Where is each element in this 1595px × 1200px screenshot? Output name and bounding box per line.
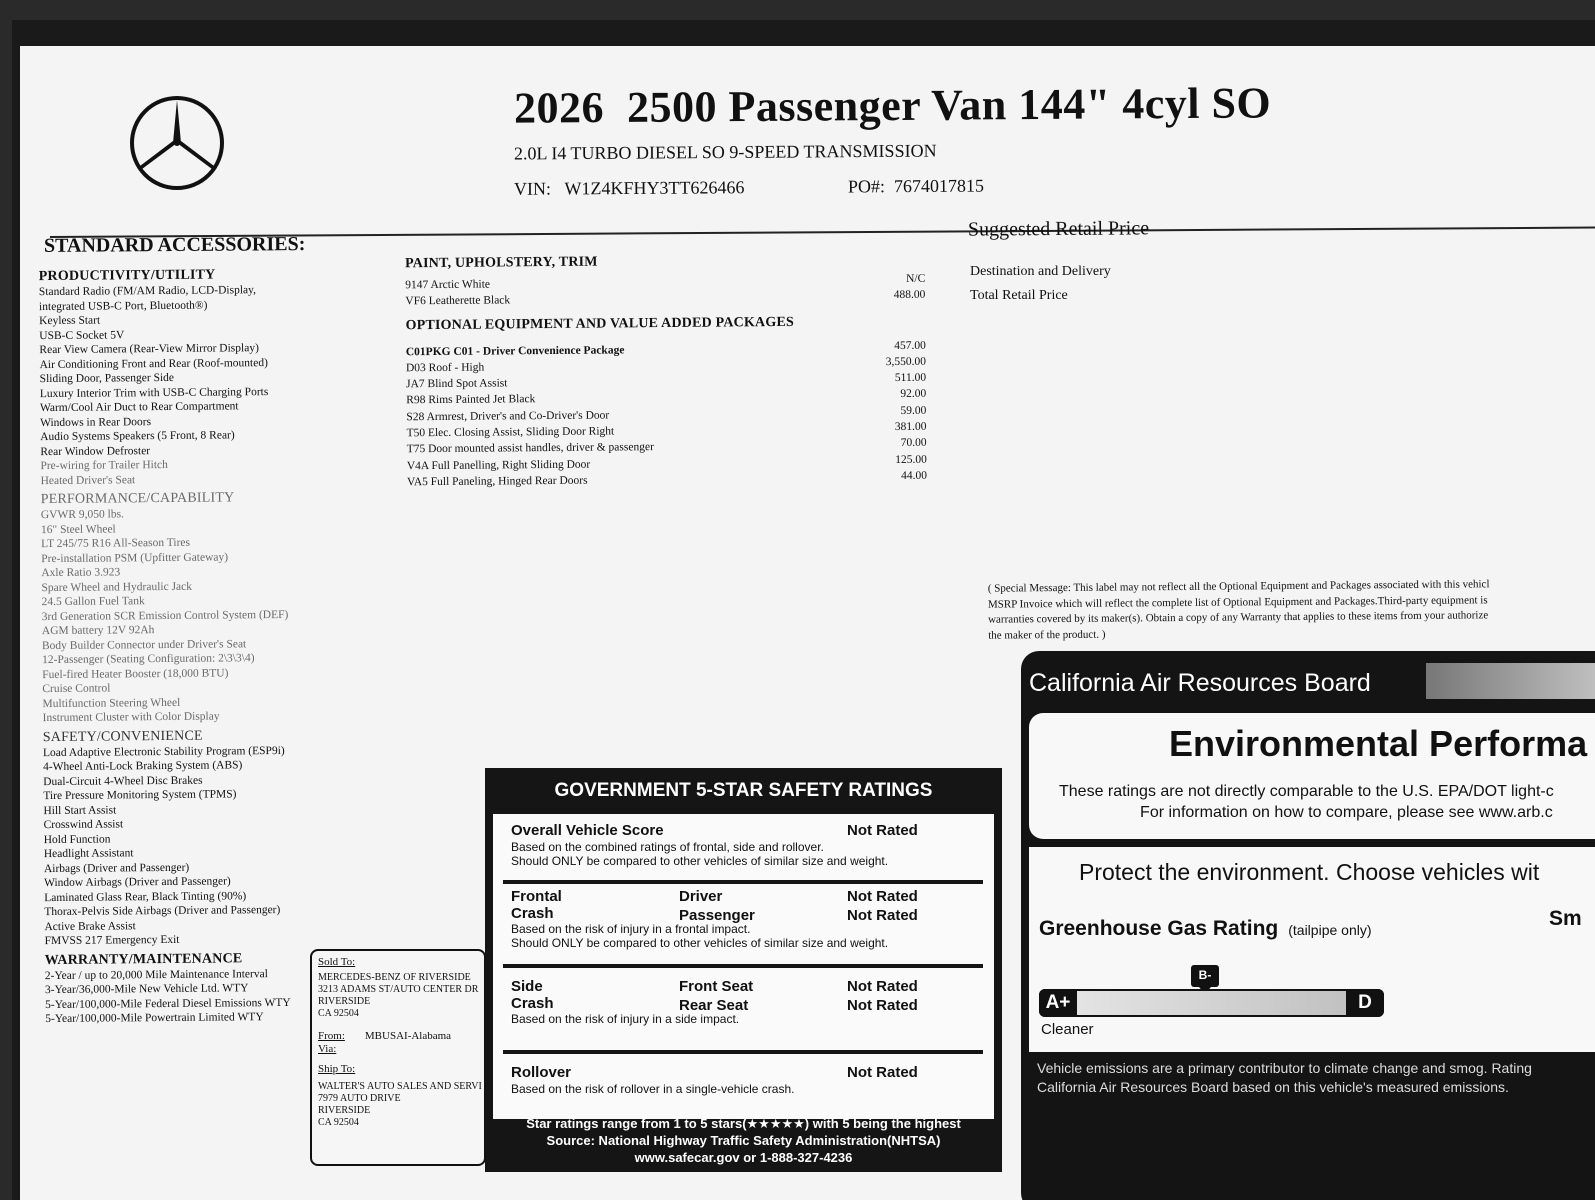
accessory-item: Multifunction Steering Wheel [42, 696, 181, 710]
accessory-item: Body Builder Connector under Driver's Seat [41, 637, 247, 652]
accessory-item: Rear Window Defroster [40, 444, 151, 458]
from-row [318, 1030, 478, 1043]
window-sticker [12, 20, 1595, 1200]
address-line: WALTER'S AUTO SALES AND SERVI [318, 1081, 482, 1092]
equipment-name: JA7 Blind Spot Assist [406, 377, 508, 391]
overall-note-2: Should ONLY be compared to other vehicles of similar size and weight. [511, 854, 889, 868]
srp-total: Total Retail Price [970, 288, 1068, 303]
accessory-item: 4-Wheel Anti-Lock Braking System (ABS) [42, 759, 243, 774]
equipment-price: 488.00 [893, 289, 926, 302]
special-message-line: the maker of the product. ) [988, 628, 1106, 642]
model-name: 2500 Passenger Van 144" 4cyl SO [626, 78, 1272, 132]
frontal-label-2: Crash [511, 905, 554, 922]
equipment-name: VA5 Full Paneling, Hinged Rear Doors [406, 474, 588, 489]
carb-footer-line-1: Vehicle emissions are a primary contributor to climate change and smog. Rating [1037, 1060, 1532, 1076]
side-front-label: Front Seat [679, 978, 754, 995]
accessory-item: 16" Steel Wheel [40, 522, 116, 536]
accessory-item: integrated USB-C Port, Bluetooth®) [38, 299, 208, 313]
accessory-item: Windows in Rear Doors [39, 415, 152, 429]
frontal-note-1: Based on the risk of injury in a frontal impact. [511, 922, 751, 936]
carb-label [1021, 651, 1595, 1200]
model-year: 2026 [513, 83, 605, 133]
frontal-label-1: Frontal [511, 888, 562, 905]
accessory-item: 5-Year/100,000-Mile Federal Diesel Emissions WTY [45, 996, 291, 1011]
nhtsa-safety-ratings [485, 768, 1002, 1172]
vin-row [514, 177, 745, 200]
accessory-item: Dual-Circuit 4-Wheel Disc Brakes [43, 774, 203, 788]
equipment-price: 381.00 [894, 420, 927, 434]
special-message-line: MSRP Invoice which will reflect the complete list of Optional Equipment and Packages.Third-party equipment is [987, 593, 1488, 611]
equipment-name: V4A Full Panelling, Right Sliding Door [406, 458, 591, 472]
ship-to-address [318, 1081, 482, 1129]
accessory-item: Audio Systems Speakers (5 Front, 8 Rear) [40, 429, 235, 444]
frontal-passenger-label: Passenger [679, 907, 755, 924]
accessory-item: Axle Ratio 3.923 [41, 566, 121, 580]
equipment-price: 3,550.00 [885, 355, 926, 368]
address-line: 3213 ADAMS ST/AUTO CENTER DR [318, 984, 479, 995]
side-note: Based on the risk of injury in a side impact. [511, 1012, 740, 1026]
smog-heading: Sm [1549, 907, 1582, 930]
cleaner-label: Cleaner [1041, 1021, 1094, 1038]
equipment-name: C01PKG C01 - Driver Convenience Package [405, 343, 625, 358]
equipment-name: T50 Elec. Closing Assist, Sliding Door Right [406, 425, 615, 440]
mercedes-star-logo-icon [128, 94, 226, 192]
ghg-note: (tailpipe only) [1288, 922, 1372, 938]
po-row [848, 176, 984, 198]
safety-list [43, 743, 291, 948]
overall-row [511, 822, 976, 868]
po-value: 7674017815 [893, 175, 985, 197]
ghg-rating-scale [1039, 989, 1384, 1017]
frontal-row [511, 888, 976, 950]
vehicle-title [514, 77, 1272, 133]
equipment-name: S28 Armrest, Driver's and Co-Driver's Door [406, 409, 610, 424]
equipment-price: 457.00 [894, 339, 926, 352]
overall-note-1: Based on the combined ratings of frontal, side and rollover. [511, 840, 824, 854]
ghg-rating-panel [1029, 847, 1595, 1052]
vin-value: W1Z4KFHY3TT626466 [564, 177, 745, 199]
side-row [511, 978, 976, 1026]
safety-heading: SAFETY/CONVENIENCE [42, 728, 203, 745]
accessory-item: Fuel-fired Heater Booster (18,000 BTU) [42, 666, 229, 681]
accessory-item: GVWR 9,050 lbs. [40, 508, 124, 522]
accessory-item: AGM battery 12V 92Ah [41, 624, 155, 638]
performance-list [41, 506, 289, 726]
overall-rating: Not Rated [847, 822, 918, 839]
equipment-price: 44.00 [901, 469, 927, 482]
sold-to-address [318, 972, 478, 1020]
accessory-item: Instrument Cluster with Color Display [42, 710, 220, 725]
env-title: Environmental Performa [1169, 723, 1588, 764]
accessory-item: Crosswind Assist [43, 818, 124, 832]
equipment-row [405, 287, 925, 308]
side-rear-rating: Not Rated [847, 997, 918, 1014]
frontal-passenger-rating: Not Rated [847, 907, 918, 924]
engine-spec: 2.0L I4 TURBO DIESEL SO 9-SPEED TRANSMISSION [513, 140, 937, 164]
from-value: MBUSAI-Alabama [364, 1030, 452, 1042]
accessory-item: 2-Year / up to 20,000 Mile Maintenance Interval [44, 967, 268, 982]
equipment-name: R98 Rims Painted Jet Black [406, 393, 536, 407]
address-line: RIVERSIDE [318, 1105, 371, 1116]
separator [503, 880, 983, 884]
nhtsa-title: GOVERNMENT 5-STAR SAFETY RATINGS [554, 780, 933, 801]
equipment-name: 9147 Arctic White [405, 278, 491, 292]
ghg-rating-marker: B- [1191, 965, 1219, 987]
nhtsa-footer [485, 1115, 1002, 1166]
accessory-item: Rear View Camera (Rear-View Mirror Display) [39, 342, 259, 357]
rollover-note: Based on the risk of rollover in a single-vehicle crash. [511, 1082, 795, 1096]
warranty-heading: WARRANTY/MAINTENANCE [44, 950, 243, 968]
accessory-item: USB-C Socket 5V [39, 328, 125, 342]
vin-label: VIN: [513, 178, 552, 199]
accessory-item: 3rd Generation SCR Emission Control System (DEF) [41, 608, 289, 623]
special-message-line: ( Special Message: This label may not reflect all the Optional Equipment and Packages associated with this vehicl [987, 578, 1490, 595]
accessory-item: 5-Year/100,000-Mile Powertrain Limited WTY [45, 1011, 264, 1026]
sold-to-box [310, 949, 486, 1166]
accessory-item: Load Adaptive Electronic Stability Program (ESP9i) [42, 744, 285, 759]
accessory-item: Hold Function [43, 832, 111, 846]
accessory-item: Heated Driver's Seat [40, 473, 136, 487]
side-label-1: Side [511, 978, 543, 995]
rollover-rating: Not Rated [847, 1064, 918, 1081]
protect-slogan: Protect the environment. Choose vehicles wit [1079, 859, 1540, 885]
address-line: RIVERSIDE [318, 996, 371, 1007]
accessory-item: Sliding Door, Passenger Side [39, 371, 175, 386]
accessory-item: FMVSS 217 Emergency Exit [44, 933, 180, 948]
scale-high-label: D [1346, 989, 1384, 1017]
po-label: PO#: [847, 176, 886, 197]
accessory-item: Luxury Interior Trim with USB-C Charging Ports [39, 385, 269, 400]
accessory-item: Laminated Glass Rear, Black Tinting (90%) [44, 889, 247, 904]
accessory-item: Pre-wiring for Trailer Hitch [40, 458, 168, 473]
equipment-row [407, 468, 927, 489]
equipment-name: VF6 Leatherette Black [405, 294, 511, 308]
accessory-item: Tire Pressure Monitoring System (TPMS) [43, 788, 237, 803]
special-message-line: warranties covered by its maker(s). Obtain a copy of any Warranty that applies to these items from your authorize [988, 609, 1489, 626]
rollover-row [511, 1064, 976, 1096]
overall-label: Overall Vehicle Score [511, 822, 664, 839]
nhtsa-footer-contact: www.safecar.gov or 1-888-327-4236 [634, 1150, 853, 1165]
equipment-name: D03 Roof - High [405, 361, 485, 375]
accessory-item: Warm/Cool Air Duct to Rear Compartment [39, 400, 239, 415]
equipment-price: 125.00 [895, 453, 927, 466]
equipment-price: N/C [905, 272, 926, 285]
ghg-heading [1039, 917, 1372, 941]
accessory-item: Keyless Start [39, 314, 101, 328]
address-line: MERCEDES-BENZ OF RIVERSIDE [318, 972, 471, 983]
optional-rows [406, 337, 927, 488]
carb-header-band [1426, 663, 1595, 699]
equipment-name: T75 Door mounted assist handles, driver & passenger [406, 441, 654, 456]
separator [503, 1050, 983, 1054]
equipment-price: 511.00 [894, 371, 927, 385]
accessory-item: Spare Wheel and Hydraulic Jack [41, 580, 193, 594]
side-label-2: Crash [511, 995, 554, 1012]
srp-destination: Destination and Delivery [970, 264, 1111, 279]
accessory-item: Thorax-Pelvis Side Airbags (Driver and Passenger) [44, 904, 281, 919]
carb-footer-line-2: California Air Resources Board based on this vehicle's measured emissions. [1037, 1079, 1509, 1095]
nhtsa-footer-source: Source: National Highway Traffic Safety Administration(NHTSA) [546, 1133, 941, 1148]
frontal-driver-rating: Not Rated [847, 888, 918, 905]
sold-to-label: Sold To: [318, 956, 356, 968]
accessory-item: Air Conditioning Front and Rear (Roof-mounted) [39, 356, 268, 371]
separator [503, 964, 983, 968]
carb-title: California Air Resources Board [1029, 669, 1371, 697]
productivity-heading: PRODUCTIVITY/UTILITY [38, 267, 216, 285]
frontal-note-2: Should ONLY be compared to other vehicles of similar size and weight. [511, 936, 889, 950]
accessory-item: Pre-installation PSM (Upfitter Gateway) [41, 550, 229, 565]
accessory-item: 12-Passenger (Seating Configuration: 2\3\3\4) [42, 652, 255, 667]
performance-heading: PERFORMANCE/CAPABILITY [40, 490, 235, 508]
accessory-item: Cruise Control [42, 682, 111, 696]
accessory-item: 24.5 Gallon Fuel Tank [41, 595, 145, 609]
accessory-item: Airbags (Driver and Passenger) [43, 861, 190, 875]
via-label: Via: [318, 1043, 337, 1055]
warranty-list [45, 966, 292, 1026]
nhtsa-ratings-panel [493, 814, 994, 1119]
standard-accessories-heading: STANDARD ACCESSORIES: [43, 233, 306, 257]
accessory-item: Window Airbags (Driver and Passenger) [44, 875, 231, 890]
frontal-driver-label: Driver [679, 888, 723, 905]
env-sub-line-1: These ratings are not directly comparable to the U.S. EPA/DOT light-c [1059, 783, 1554, 800]
accessory-item: Hill Start Assist [43, 803, 117, 817]
environmental-performance-panel [1029, 713, 1595, 839]
side-front-rating: Not Rated [847, 978, 918, 995]
equipment-section [405, 252, 927, 489]
paint-rows [405, 271, 925, 308]
env-sub-line-2: For information on how to compare, please see www.arb.c [1140, 804, 1553, 821]
standard-accessories-list [39, 267, 292, 1027]
ghg-label: Greenhouse Gas Rating [1039, 917, 1279, 940]
accessory-item: Active Brake Assist [44, 919, 136, 933]
special-message [988, 576, 1595, 643]
accessory-item: Headlight Assistant [43, 847, 134, 861]
side-rear-label: Rear Seat [679, 997, 749, 1014]
env-subtitle [1059, 781, 1554, 823]
srp-heading: Suggested Retail Price [967, 217, 1150, 241]
ship-to-label: Ship To: [318, 1063, 356, 1075]
accessory-item: LT 245/75 R16 All-Season Tires [41, 536, 191, 551]
nhtsa-footer-stars: Star ratings range from 1 to 5 stars(★★★★★) with 5 being the highest [526, 1116, 961, 1131]
paint-heading: PAINT, UPHOLSTERY, TRIM [404, 254, 598, 272]
carb-footer [1037, 1059, 1532, 1097]
address-line: CA 92504 [318, 1117, 359, 1128]
equipment-price: 92.00 [900, 388, 927, 401]
accessory-item: Standard Radio (FM/AM Radio, LCD-Display, [38, 284, 257, 299]
equipment-price: 70.00 [900, 437, 927, 450]
address-line: CA 92504 [318, 1008, 359, 1019]
accessory-item: 3-Year/36,000-Mile New Vehicle Ltd. WTY [44, 982, 249, 997]
from-label: From: [318, 1030, 345, 1042]
rollover-label: Rollover [511, 1064, 572, 1081]
productivity-list [39, 283, 287, 488]
scale-low-label: A+ [1039, 989, 1077, 1017]
equipment-price: 59.00 [900, 404, 927, 417]
address-line: 7979 AUTO DRIVE [318, 1093, 401, 1104]
optional-heading: OPTIONAL EQUIPMENT AND VALUE ADDED PACKAGES [405, 314, 795, 333]
